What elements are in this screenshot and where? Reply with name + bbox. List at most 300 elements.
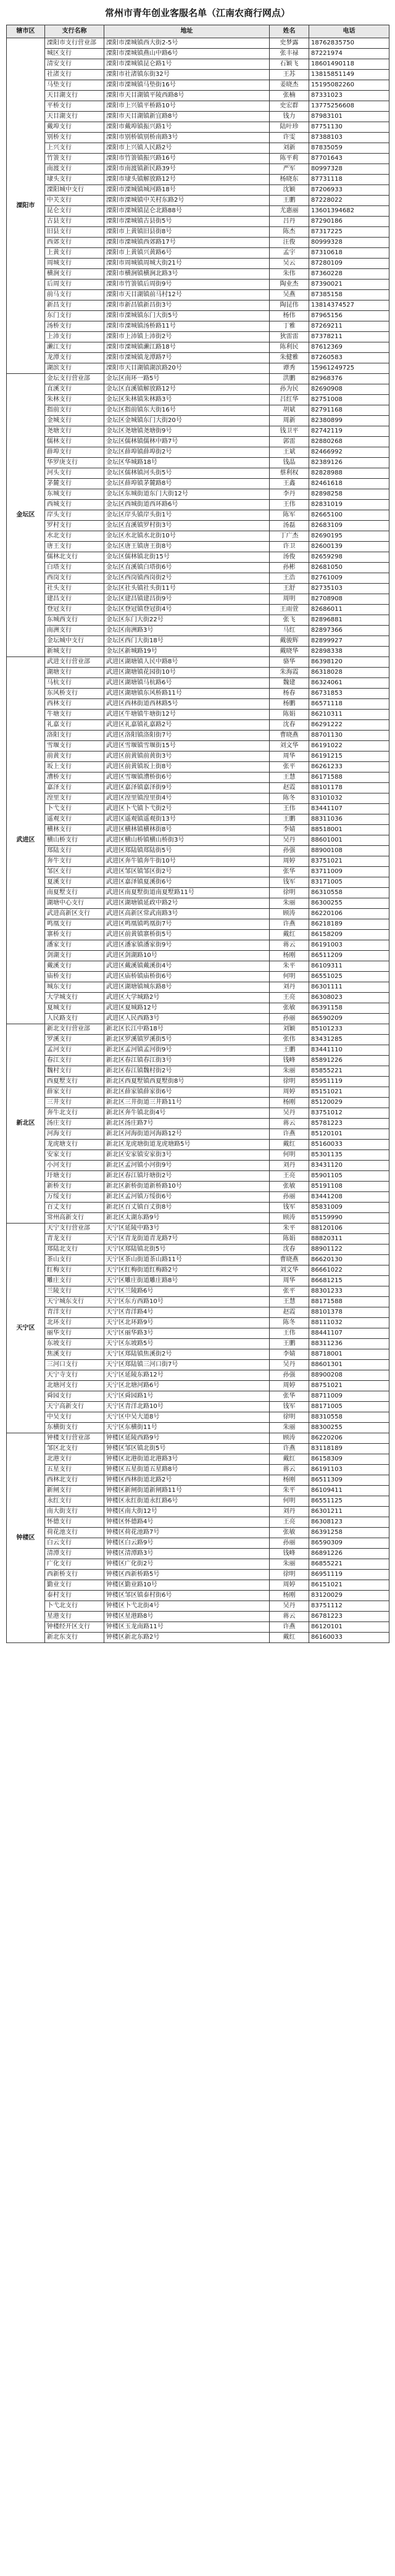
contact-name-cell: 王伟 bbox=[270, 500, 309, 510]
address-cell: 金坛区华城路18号 bbox=[104, 458, 270, 468]
contact-name-cell: 许燕 bbox=[270, 1622, 309, 1633]
table-header-row bbox=[7, 25, 389, 38]
branch-name-cell: 登冠支行 bbox=[45, 605, 104, 615]
branch-name-cell: 新昌支行 bbox=[45, 300, 104, 311]
table-row bbox=[7, 133, 389, 143]
phone-cell: 87378211 bbox=[309, 332, 389, 342]
branch-name-cell: 焦溪支行 bbox=[45, 1349, 104, 1360]
address-cell: 新北区罗溪镇罗溪街5号 bbox=[104, 1035, 270, 1045]
contact-name-cell: 马红 bbox=[270, 626, 309, 636]
contact-name-cell: 蒋云 bbox=[270, 1612, 309, 1622]
table-row bbox=[7, 678, 389, 689]
branch-name-cell: 薛埠支行 bbox=[45, 447, 104, 458]
header-address: 地址 bbox=[104, 25, 270, 38]
phone-cell: 13815851149 bbox=[309, 70, 389, 80]
branch-name-cell: 横涧支行 bbox=[45, 269, 104, 280]
contact-name-cell: 骆华 bbox=[270, 657, 309, 668]
branch-name-cell: 雕庄支行 bbox=[45, 1276, 104, 1286]
table-row bbox=[7, 584, 389, 594]
address-cell: 溧阳市戴埠镇振兴路1号 bbox=[104, 122, 270, 133]
table-row bbox=[7, 856, 389, 867]
table-row bbox=[7, 112, 389, 122]
contact-name-cell: 戴红 bbox=[270, 930, 309, 940]
address-cell: 钟楼区荷花池路7号 bbox=[104, 1528, 270, 1538]
branch-name-cell: 横林支行 bbox=[45, 825, 104, 835]
address-cell: 钟楼区北港街道北港路3号 bbox=[104, 1454, 270, 1465]
table-row bbox=[7, 668, 389, 678]
phone-cell: 88311236 bbox=[309, 1339, 389, 1349]
contact-name-cell: 周新 bbox=[270, 416, 309, 426]
phone-cell: 88901122 bbox=[309, 1245, 389, 1255]
district-cell: 天宁区 bbox=[7, 1224, 45, 1433]
phone-cell: 86511209 bbox=[309, 951, 389, 961]
table-row bbox=[7, 1528, 389, 1538]
contact-name-cell: 钱卫平 bbox=[270, 426, 309, 437]
table-row bbox=[7, 1612, 389, 1622]
address-cell: 钟楼区新闸街道新闸路11号 bbox=[104, 1486, 270, 1496]
branch-name-cell: 戴溪支行 bbox=[45, 961, 104, 972]
branch-name-cell: 建昌支行 bbox=[45, 594, 104, 605]
branch-name-cell: 西夏墅支行 bbox=[45, 1077, 104, 1087]
table-row bbox=[7, 374, 389, 384]
branch-name-cell: 鸣凰支行 bbox=[45, 919, 104, 930]
contact-name-cell: 陶昆伟 bbox=[270, 300, 309, 311]
contact-name-cell: 钱峰 bbox=[270, 1549, 309, 1559]
table-row bbox=[7, 342, 389, 353]
phone-cell: 82665100 bbox=[309, 510, 389, 521]
branch-name-cell: 东风桥支行 bbox=[45, 689, 104, 699]
address-cell: 天宁区延陵中路3号 bbox=[104, 1224, 270, 1234]
branch-name-cell: 社渚支行 bbox=[45, 70, 104, 80]
address-cell: 钟楼区广化街2号 bbox=[104, 1559, 270, 1570]
contact-name-cell: 沈颖 bbox=[270, 185, 309, 196]
address-cell: 溧阳市天目湖镇新宜路8号 bbox=[104, 112, 270, 122]
branch-name-cell: 别桥支行 bbox=[45, 133, 104, 143]
branch-name-cell: 湟里支行 bbox=[45, 793, 104, 804]
phone-cell: 87751130 bbox=[309, 122, 389, 133]
table-row bbox=[7, 70, 389, 80]
branch-name-cell: 泰村支行 bbox=[45, 1591, 104, 1601]
address-cell: 溧阳市横涧镇横涧北路3号 bbox=[104, 269, 270, 280]
table-row bbox=[7, 1203, 389, 1213]
table-row bbox=[7, 552, 389, 563]
branch-name-cell: 北环支行 bbox=[45, 1318, 104, 1328]
contact-name-cell: 汤磊 bbox=[270, 521, 309, 531]
address-cell: 钟楼区邹区镇北街5号 bbox=[104, 1444, 270, 1454]
branch-name-cell: 马杭支行 bbox=[45, 678, 104, 689]
contact-name-cell: 魏建 bbox=[270, 678, 309, 689]
contact-name-cell: 蔡利权 bbox=[270, 468, 309, 479]
phone-cell: 86300255 bbox=[309, 898, 389, 909]
address-cell: 天宁区东方西路10号 bbox=[104, 1297, 270, 1307]
address-cell: 武进区剑湖路10号 bbox=[104, 951, 270, 961]
contact-name-cell: 吕红华 bbox=[270, 395, 309, 405]
branch-name-cell: 罗村支行 bbox=[45, 521, 104, 531]
table-row bbox=[7, 1433, 389, 1444]
table-row bbox=[7, 426, 389, 437]
contact-name-cell: 刘丹 bbox=[270, 1507, 309, 1517]
table-row bbox=[7, 1171, 389, 1182]
table-row bbox=[7, 468, 389, 479]
phone-cell: 87983101 bbox=[309, 112, 389, 122]
branch-name-cell: 潘家支行 bbox=[45, 940, 104, 951]
table-row bbox=[7, 1182, 389, 1192]
contact-name-cell: 陈娟 bbox=[270, 710, 309, 720]
phone-cell: 82681050 bbox=[309, 563, 389, 573]
contact-name-cell: 孙为民 bbox=[270, 384, 309, 395]
branch-name-cell: 广化支行 bbox=[45, 1559, 104, 1570]
branch-name-cell: 武进支行营业部 bbox=[45, 657, 104, 668]
contact-name-cell: 谭秀 bbox=[270, 363, 309, 374]
table-row bbox=[7, 1098, 389, 1108]
branch-name-cell: 中吴支行 bbox=[45, 1412, 104, 1423]
table-row bbox=[7, 80, 389, 91]
phone-cell: 86191103 bbox=[309, 1465, 389, 1475]
table-row bbox=[7, 1580, 389, 1591]
contact-name-cell: 孙丽 bbox=[270, 1014, 309, 1024]
address-cell: 武进区前黄镇坂上街8号 bbox=[104, 762, 270, 772]
branch-name-cell: 溧阳城中支行 bbox=[45, 185, 104, 196]
phone-cell: 86891226 bbox=[309, 1549, 389, 1559]
table-row bbox=[7, 1412, 389, 1423]
phone-cell: 86220206 bbox=[309, 1433, 389, 1444]
contact-name-cell: 杨刚 bbox=[270, 951, 309, 961]
contact-name-cell: 陈冬 bbox=[270, 1318, 309, 1328]
address-cell: 武进区湖塘镇延政中路2号 bbox=[104, 898, 270, 909]
branch-name-cell: 魏村支行 bbox=[45, 1066, 104, 1077]
table-row bbox=[7, 793, 389, 804]
table-row bbox=[7, 573, 389, 584]
phone-cell: 85120101 bbox=[309, 1129, 389, 1140]
table-row bbox=[7, 1507, 389, 1517]
address-cell: 钟楼区邹区镇泰村街6号 bbox=[104, 1591, 270, 1601]
contact-name-cell: 朱健雅 bbox=[270, 353, 309, 363]
address-cell: 金坛区薛埠镇茅麓路8号 bbox=[104, 479, 270, 489]
branch-name-cell: 北港支行 bbox=[45, 1454, 104, 1465]
table-row bbox=[7, 405, 389, 416]
address-cell: 钟楼区怀德路4号 bbox=[104, 1517, 270, 1528]
table-row bbox=[7, 38, 389, 49]
address-cell: 钟楼区勤业路10号 bbox=[104, 1580, 270, 1591]
header-name: 姓名 bbox=[270, 25, 309, 38]
branch-name-cell: 竹箦支行 bbox=[45, 154, 104, 164]
phone-cell: 88171005 bbox=[309, 1402, 389, 1412]
address-cell: 金坛区南洲路3号 bbox=[104, 626, 270, 636]
address-cell: 武进区湖塘镇花园街10号 bbox=[104, 668, 270, 678]
table-row bbox=[7, 311, 389, 321]
phone-cell: 82899927 bbox=[309, 636, 389, 647]
branch-name-cell: 新北支行营业部 bbox=[45, 1024, 104, 1035]
branch-name-cell: 坂上支行 bbox=[45, 762, 104, 772]
contact-name-cell: 曹晓燕 bbox=[270, 1255, 309, 1265]
phone-cell: 86191022 bbox=[309, 741, 389, 752]
address-cell: 新北区孟河镇孟河街9号 bbox=[104, 1045, 270, 1056]
page-title: 常州市青年创业客服名单（江南农商行网点） bbox=[104, 7, 290, 19]
phone-cell: 85855221 bbox=[309, 1066, 389, 1077]
contact-name-cell: 张敏 bbox=[270, 1182, 309, 1192]
table-row bbox=[7, 919, 389, 930]
branch-name-cell: 旧县支行 bbox=[45, 227, 104, 238]
branch-name-cell: 天目湖支行 bbox=[45, 91, 104, 101]
address-cell: 溧阳市溧城镇中关村东路2号 bbox=[104, 196, 270, 206]
contact-name-cell: 顾涛 bbox=[270, 1213, 309, 1224]
phone-cell: 88310558 bbox=[309, 1412, 389, 1423]
branch-name-cell: 万绥支行 bbox=[45, 1192, 104, 1203]
phone-cell: 86308123 bbox=[309, 1517, 389, 1528]
table-row bbox=[7, 154, 389, 164]
table-row bbox=[7, 363, 389, 374]
branch-name-cell: 丽华支行 bbox=[45, 1328, 104, 1339]
address-cell: 新北区太湖东路9号 bbox=[104, 1213, 270, 1224]
phone-cell: 15195082260 bbox=[309, 80, 389, 91]
phone-cell: 82898338 bbox=[309, 647, 389, 657]
phone-cell: 87206933 bbox=[309, 185, 389, 196]
table-row bbox=[7, 1003, 389, 1014]
table-row bbox=[7, 1339, 389, 1349]
phone-cell: 86191003 bbox=[309, 940, 389, 951]
address-cell: 武进区湖塘镇城东路8号 bbox=[104, 982, 270, 993]
address-cell: 钟楼区西新桥路5号 bbox=[104, 1570, 270, 1580]
phone-cell: 83431120 bbox=[309, 1161, 389, 1171]
table-row bbox=[7, 542, 389, 552]
table-row bbox=[7, 1077, 389, 1087]
table-row bbox=[7, 332, 389, 342]
phone-cell: 86855221 bbox=[309, 1559, 389, 1570]
phone-cell: 86551125 bbox=[309, 1496, 389, 1507]
branch-name-cell: 新城支行 bbox=[45, 647, 104, 657]
contact-name-cell: 何明 bbox=[270, 972, 309, 982]
address-cell: 天宁区北环路9号 bbox=[104, 1318, 270, 1328]
contact-name-cell: 陈娟 bbox=[270, 1234, 309, 1245]
branch-name-cell: 天宁寺支行 bbox=[45, 1370, 104, 1381]
phone-cell: 87269211 bbox=[309, 321, 389, 332]
district-cell: 武进区 bbox=[7, 657, 45, 1024]
contact-name-cell: 曹晓燕 bbox=[270, 731, 309, 741]
address-cell: 溧阳市溧城镇龙潭路7号 bbox=[104, 353, 270, 363]
contact-name-cell: 王亮 bbox=[270, 1171, 309, 1182]
address-cell: 天宁区东坡路5号 bbox=[104, 1339, 270, 1349]
phone-cell: 87388103 bbox=[309, 133, 389, 143]
address-cell: 金坛区儒林镇北街15号 bbox=[104, 552, 270, 563]
phone-cell: 87385158 bbox=[309, 290, 389, 300]
address-cell: 武进区湖塘镇人民中路8号 bbox=[104, 657, 270, 668]
address-cell: 新北区孟河镇小河街9号 bbox=[104, 1161, 270, 1171]
branch-name-cell: 尧塘支行 bbox=[45, 426, 104, 437]
table-row bbox=[7, 1056, 389, 1066]
phone-cell: 86661022 bbox=[309, 1265, 389, 1276]
branch-name-cell: 金城支行 bbox=[45, 416, 104, 426]
contact-name-cell: 狄雷雷 bbox=[270, 332, 309, 342]
address-cell: 天宁区东横街11号 bbox=[104, 1423, 270, 1433]
phone-cell: 87390021 bbox=[309, 280, 389, 290]
address-cell: 天宁区郑陆镇焦溪街2号 bbox=[104, 1349, 270, 1360]
contact-name-cell: 孟宇 bbox=[270, 248, 309, 259]
table-row bbox=[7, 1119, 389, 1129]
branch-name-cell: 河海支行 bbox=[45, 1129, 104, 1140]
phone-cell: 82600139 bbox=[309, 542, 389, 552]
address-cell: 溧阳市上兴镇平桥路10号 bbox=[104, 101, 270, 112]
table-row bbox=[7, 416, 389, 426]
branch-name-cell: 红梅支行 bbox=[45, 1265, 104, 1276]
table-row bbox=[7, 1192, 389, 1203]
phone-cell: 82751008 bbox=[309, 395, 389, 405]
table-row bbox=[7, 752, 389, 762]
table-row bbox=[7, 1014, 389, 1024]
branch-name-cell: 前黄支行 bbox=[45, 752, 104, 762]
phone-cell: 86158209 bbox=[309, 930, 389, 940]
table-row bbox=[7, 196, 389, 206]
contact-name-cell: 钱军 bbox=[270, 1402, 309, 1412]
table-row bbox=[7, 353, 389, 363]
contact-name-cell: 周婷 bbox=[270, 856, 309, 867]
branch-name-cell: 夏溪支行 bbox=[45, 877, 104, 888]
contact-name-cell: 王鹏 bbox=[270, 1339, 309, 1349]
branch-name-cell: 岸头支行 bbox=[45, 510, 104, 521]
branch-name-cell: 金坛支行营业部 bbox=[45, 374, 104, 384]
address-cell: 武进区洛阳镇洛阳街7号 bbox=[104, 731, 270, 741]
address-cell: 金坛区直溪镇白塔街6号 bbox=[104, 563, 270, 573]
district-cell: 金坛区 bbox=[7, 374, 45, 657]
address-cell: 武进区横林镇横林街8号 bbox=[104, 825, 270, 835]
address-cell: 溧阳市埭头镇解放路12号 bbox=[104, 175, 270, 185]
contact-name-cell: 汤俊 bbox=[270, 552, 309, 563]
address-cell: 武进区夏城路12号 bbox=[104, 1003, 270, 1014]
table-row bbox=[7, 290, 389, 300]
phone-cell: 82831019 bbox=[309, 500, 389, 510]
contact-name-cell: 徐明 bbox=[270, 888, 309, 898]
address-cell: 新北区新桥街道新桥路10号 bbox=[104, 1182, 270, 1192]
header-branch: 支行名称 bbox=[45, 25, 104, 38]
phone-cell: 86120101 bbox=[309, 1622, 389, 1633]
branch-name-cell: 新北东支行 bbox=[45, 1633, 104, 1643]
table-row bbox=[7, 835, 389, 846]
table-row bbox=[7, 804, 389, 814]
table-row bbox=[7, 175, 389, 185]
table-row bbox=[7, 1633, 389, 1643]
branch-name-cell: 洛阳支行 bbox=[45, 731, 104, 741]
table-row bbox=[7, 1307, 389, 1318]
branch-name-cell: 金坛城中支行 bbox=[45, 636, 104, 647]
contact-name-cell: 许燕 bbox=[270, 919, 309, 930]
contact-name-cell: 尤惠丽 bbox=[270, 206, 309, 217]
address-cell: 溧阳市溧城镇汤桥路11号 bbox=[104, 321, 270, 332]
branch-name-cell: 南渡支行 bbox=[45, 164, 104, 175]
phone-cell: 85951119 bbox=[309, 1077, 389, 1087]
contact-name-cell: 周婷 bbox=[270, 1087, 309, 1098]
contact-name-cell: 陈杰 bbox=[270, 227, 309, 238]
address-cell: 溧阳市社渚镇东街32号 bbox=[104, 70, 270, 80]
address-cell: 金坛区儒林镇河头街5号 bbox=[104, 468, 270, 479]
contact-name-cell: 王鹏 bbox=[270, 196, 309, 206]
district-cell: 钟楼区 bbox=[7, 1433, 45, 1643]
branch-name-cell: 社头支行 bbox=[45, 584, 104, 594]
branch-name-cell: 南夏墅支行 bbox=[45, 888, 104, 898]
phone-cell: 86398120 bbox=[309, 657, 389, 668]
table-row bbox=[7, 1559, 389, 1570]
branch-name-cell: 西新桥支行 bbox=[45, 1570, 104, 1580]
address-cell: 武进区大学城路2号 bbox=[104, 993, 270, 1003]
table-row bbox=[7, 563, 389, 573]
contact-name-cell: 王慧 bbox=[270, 772, 309, 783]
table-row bbox=[7, 1591, 389, 1601]
table-row bbox=[7, 217, 389, 227]
contact-name-cell: 许燕 bbox=[270, 1444, 309, 1454]
contact-name-cell: 刘丹 bbox=[270, 982, 309, 993]
table-row bbox=[7, 741, 389, 752]
address-cell: 武进区雪堰镇雪堰街15号 bbox=[104, 741, 270, 752]
contact-name-cell: 史梦露 bbox=[270, 38, 309, 49]
phone-cell: 83101032 bbox=[309, 793, 389, 804]
table-row bbox=[7, 248, 389, 259]
phone-cell: 85160033 bbox=[309, 1140, 389, 1150]
phone-cell: 87317225 bbox=[309, 227, 389, 238]
phone-cell: 83751012 bbox=[309, 1108, 389, 1119]
table-row bbox=[7, 1297, 389, 1307]
phone-cell: 85901105 bbox=[309, 1171, 389, 1182]
branch-name-cell: 白云支行 bbox=[45, 1538, 104, 1549]
address-cell: 溧阳市天目湖镇平陵西路8号 bbox=[104, 91, 270, 101]
table-row bbox=[7, 877, 389, 888]
phone-cell: 83441107 bbox=[309, 804, 389, 814]
phone-cell: 82828988 bbox=[309, 468, 389, 479]
contact-name-cell: 徐明 bbox=[270, 1570, 309, 1580]
phone-cell: 86109411 bbox=[309, 1486, 389, 1496]
table-row bbox=[7, 164, 389, 175]
table-row bbox=[7, 395, 389, 405]
branch-name-cell: 郑陆支行 bbox=[45, 846, 104, 856]
phone-cell: 88311036 bbox=[309, 814, 389, 825]
address-cell: 武进区横山桥镇横山桥街3号 bbox=[104, 835, 270, 846]
phone-cell: 86158309 bbox=[309, 1454, 389, 1465]
branch-name-cell: 怀德支行 bbox=[45, 1517, 104, 1528]
phone-cell: 85101233 bbox=[309, 1024, 389, 1035]
contact-name-cell: 杨刚 bbox=[270, 1591, 309, 1601]
table-row bbox=[7, 972, 389, 982]
table-row bbox=[7, 280, 389, 290]
branch-name-cell: 汤庄支行 bbox=[45, 1119, 104, 1129]
contact-name-cell: 刘丹 bbox=[270, 1161, 309, 1171]
contact-name-cell: 王鑫 bbox=[270, 479, 309, 489]
branch-name-cell: 常州高新支行 bbox=[45, 1213, 104, 1224]
address-cell: 武进区郑陆镇郑陆街5号 bbox=[104, 846, 270, 856]
branch-name-cell: 平桥支行 bbox=[45, 101, 104, 112]
address-cell: 新北区春江镇圩塘街2号 bbox=[104, 1171, 270, 1182]
address-cell: 武进区雪堰镇漕桥街6号 bbox=[104, 772, 270, 783]
contact-name-cell: 姜晓杰 bbox=[270, 80, 309, 91]
contact-name-cell: 杨春 bbox=[270, 689, 309, 699]
contact-name-cell: 许雯 bbox=[270, 133, 309, 143]
table-row bbox=[7, 1391, 389, 1402]
phone-cell: 87360228 bbox=[309, 269, 389, 280]
phone-cell: 83120029 bbox=[309, 1591, 389, 1601]
address-cell: 溧阳市溧城镇濑江路18号 bbox=[104, 342, 270, 353]
address-cell: 金坛区尧塘镇尧塘街9号 bbox=[104, 426, 270, 437]
address-cell: 金坛区登冠镇登冠街4号 bbox=[104, 605, 270, 615]
address-cell: 金坛区东城街道东门大街12号 bbox=[104, 489, 270, 500]
phone-cell: 87835059 bbox=[309, 143, 389, 154]
branch-name-cell: 薛家支行 bbox=[45, 1087, 104, 1098]
phone-cell: 82791168 bbox=[309, 405, 389, 416]
contact-name-cell: 钱军 bbox=[270, 1203, 309, 1213]
address-cell: 钟楼区星港路8号 bbox=[104, 1612, 270, 1622]
phone-cell: 82690195 bbox=[309, 531, 389, 542]
phone-cell: 87701643 bbox=[309, 154, 389, 164]
table-row bbox=[7, 1150, 389, 1161]
phone-cell: 85191108 bbox=[309, 1182, 389, 1192]
table-row bbox=[7, 940, 389, 951]
address-cell: 溧阳市别桥镇别桥南路3号 bbox=[104, 133, 270, 143]
branch-name-cell: 永红支行 bbox=[45, 1496, 104, 1507]
